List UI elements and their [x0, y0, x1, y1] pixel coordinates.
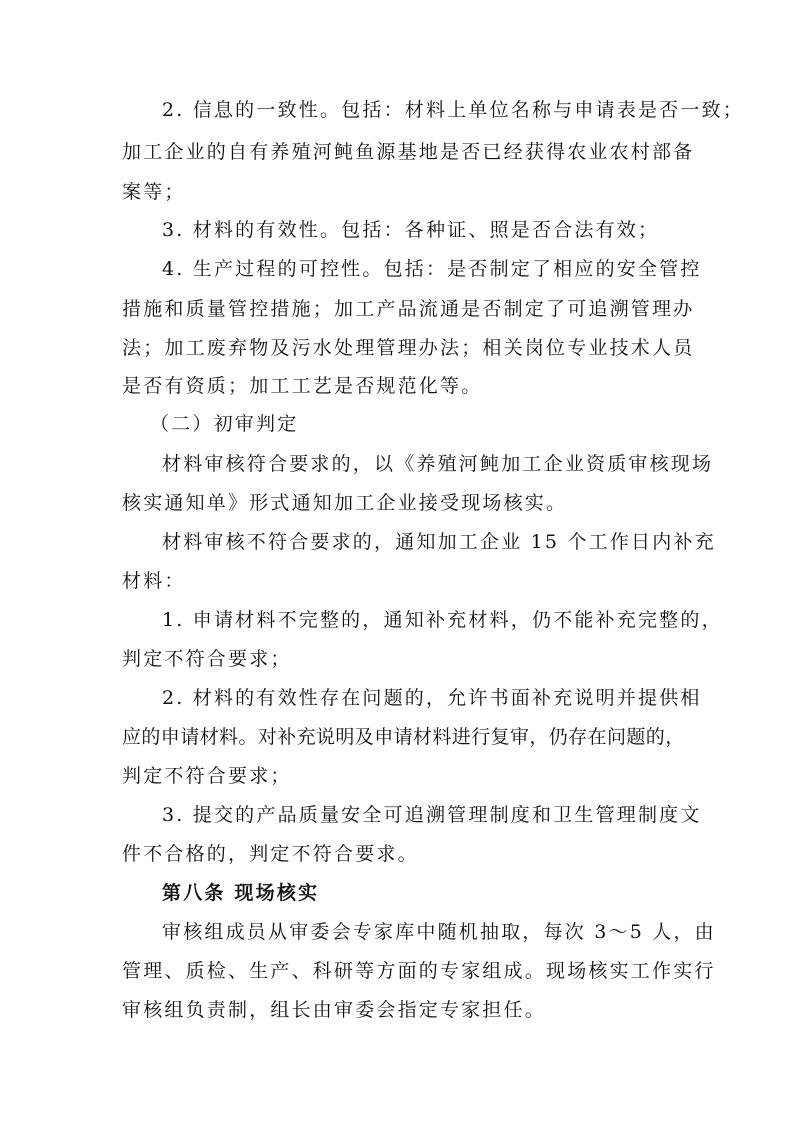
- paragraph-line: 措施和质量管控措施；加工产品流通是否制定了可追溯管理办: [122, 298, 695, 320]
- section-heading: （二）初审判定: [150, 413, 299, 435]
- article-heading: 第八条 现场核实: [162, 882, 320, 904]
- paragraph-line: 审核组成员从审委会专家库中随机抽取，每次 3～5 人，由: [162, 921, 716, 943]
- paragraph-line: 管理、质检、生产、科研等方面的专家组成。现场核实工作实行: [122, 960, 716, 982]
- paragraph-line: 2. 材料的有效性存在问题的，允许书面补充说明并提供相: [162, 687, 702, 709]
- paragraph-line: 审核组负责制，组长由审委会指定专家担任。: [122, 999, 547, 1021]
- paragraph-line: 法；加工废弃物及污水处理管理办法；相关岗位专业技术人员: [122, 337, 695, 359]
- paragraph-line: 2. 信息的一致性。包括：材料上单位名称与申请表是否一致；: [162, 99, 744, 121]
- paragraph-line: 件不合格的，判定不符合要求。: [122, 843, 419, 865]
- paragraph-line: 判定不符合要求；: [122, 648, 292, 670]
- paragraph-line: 案等；: [122, 181, 186, 203]
- paragraph-line: 是否有资质；加工工艺是否规范化等。: [122, 375, 483, 397]
- paragraph-line: 1. 申请材料不完整的，通知补充材料，仍不能补充完整的，: [162, 609, 723, 631]
- paragraph-line: 材料：: [122, 570, 186, 592]
- paragraph-line: 3. 材料的有效性。包括：各种证、照是否合法有效；: [162, 219, 660, 241]
- paragraph-line: 加工企业的自有养殖河鲀鱼源基地是否已经获得农业农村部备: [122, 141, 695, 163]
- paragraph-line: 材料审核不符合要求的，通知加工企业 15 个工作日内补充: [162, 531, 716, 553]
- paragraph-line: 应的申请材料。对补充说明及申请材料进行复审，仍存在问题的，: [122, 726, 685, 748]
- paragraph-line: 材料审核符合要求的，以《养殖河鲀加工企业资质审核现场: [162, 453, 714, 475]
- paragraph-line: 判定不符合要求；: [122, 765, 292, 787]
- paragraph-line: 核实通知单》形式通知加工企业接受现场核实。: [122, 492, 568, 514]
- paragraph-line: 3. 提交的产品质量安全可追溯管理制度和卫生管理制度文: [162, 804, 702, 826]
- paragraph-line: 4. 生产过程的可控性。包括：是否制定了相应的安全管控: [162, 258, 702, 280]
